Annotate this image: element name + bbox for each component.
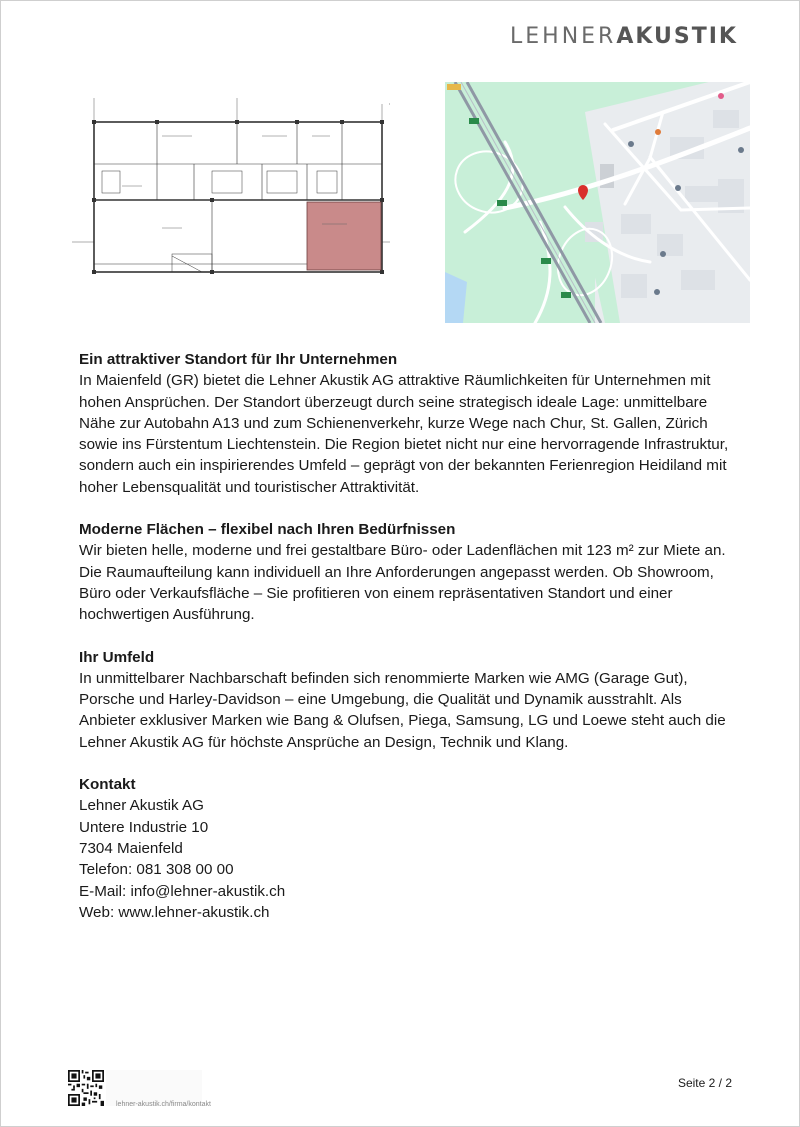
location-map [445, 82, 750, 323]
porsche-icon [738, 147, 744, 153]
section-body: In Maienfeld (GR) bietet die Lehner Akustik AG attraktive Räumlichkeiten für Unternehmen mit hohen Ansprüchen. Der Standort überzeugt durch seine strategisch ideale Lage: unmittelbare Nähe zur Autobahn A13 und zum Schienenverkehr, kurze Wege nach Chur, St. Gallen, Zürich sowie ins Fürstentum Liechtenstein. Die Region bietet nicht nur eine hervorragende Infrastruktur, sondern auch ein inspirierendes Umfeld – geprägt von der bekannten Ferienregion Heidiland mit hoher Lebensqualität und touristischer Attraktivität. [79, 372, 729, 496]
qr-caption: lehner-akustik.ch/firma/kontakt [116, 1101, 211, 1108]
section-title: Ein attraktiver Standort für Ihr Unternehmen [79, 351, 398, 368]
section-location [79, 349, 739, 498]
garage-icon [628, 141, 634, 147]
section-title: Ihr Umfeld [79, 648, 155, 666]
section-surroundings [79, 647, 739, 753]
contact-email[interactable]: E-Mail: info@lehner-akustik.ch [79, 882, 286, 900]
contact-street: Untere Industrie 10 [79, 818, 209, 836]
contact-title: Kontakt [79, 776, 136, 794]
main-content [79, 349, 739, 944]
sportec-icon [654, 289, 660, 295]
contact-city: 7304 Maienfeld [79, 839, 183, 857]
section-spaces [79, 519, 739, 625]
section-body: Wir bieten helle, moderne und frei gestaltbare Büro- oder Ladenflächen mit 123 m² zur Miete an. Die Raumaufteilung kann individuell an Ihre Anforderungen angepasst werden. Ob Showroom, Büro oder Verkaufsfläche – Sie profitieren von einem repräsentativen Standort und einer hochwertigen Ausführung. [79, 542, 726, 624]
section-title: Moderne Flächen – flexibel nach Ihren Bedürfnissen [79, 521, 456, 539]
contact-web[interactable]: Web: www.lehner-akustik.ch [79, 903, 270, 921]
malltech-icon [660, 251, 666, 257]
beauty-icon [675, 185, 681, 191]
section-contact [79, 774, 739, 923]
qr-code-icon[interactable] [68, 1070, 104, 1106]
restaurant-icon [655, 129, 661, 135]
section-body: In unmittelbarer Nachbarschaft befinden sich renommierte Marken wie AMG (Garage Gut), Porsche und Harley-Davidson – eine Umgebung, die Qualität und Dynamik ausstrahlt. Als Anbieter exklusiver Marken wie Bang & Olufsen, Piega, Samsung, LG und Loewe steht auch die Lehner Akustik AG für höchste Ansprüche an Design, Technik und Klang. [79, 669, 726, 751]
contact-company: Lehner Akustik AG [79, 797, 204, 815]
highlighted-unit [307, 202, 381, 270]
company-logo: LEHNERAKUSTIK [510, 24, 738, 49]
page-number: Seite 2 / 2 [677, 1076, 732, 1090]
hotel-icon [718, 93, 724, 99]
floor-plan-image [62, 96, 390, 282]
contact-phone: Telefon: 081 308 00 00 [79, 861, 234, 879]
